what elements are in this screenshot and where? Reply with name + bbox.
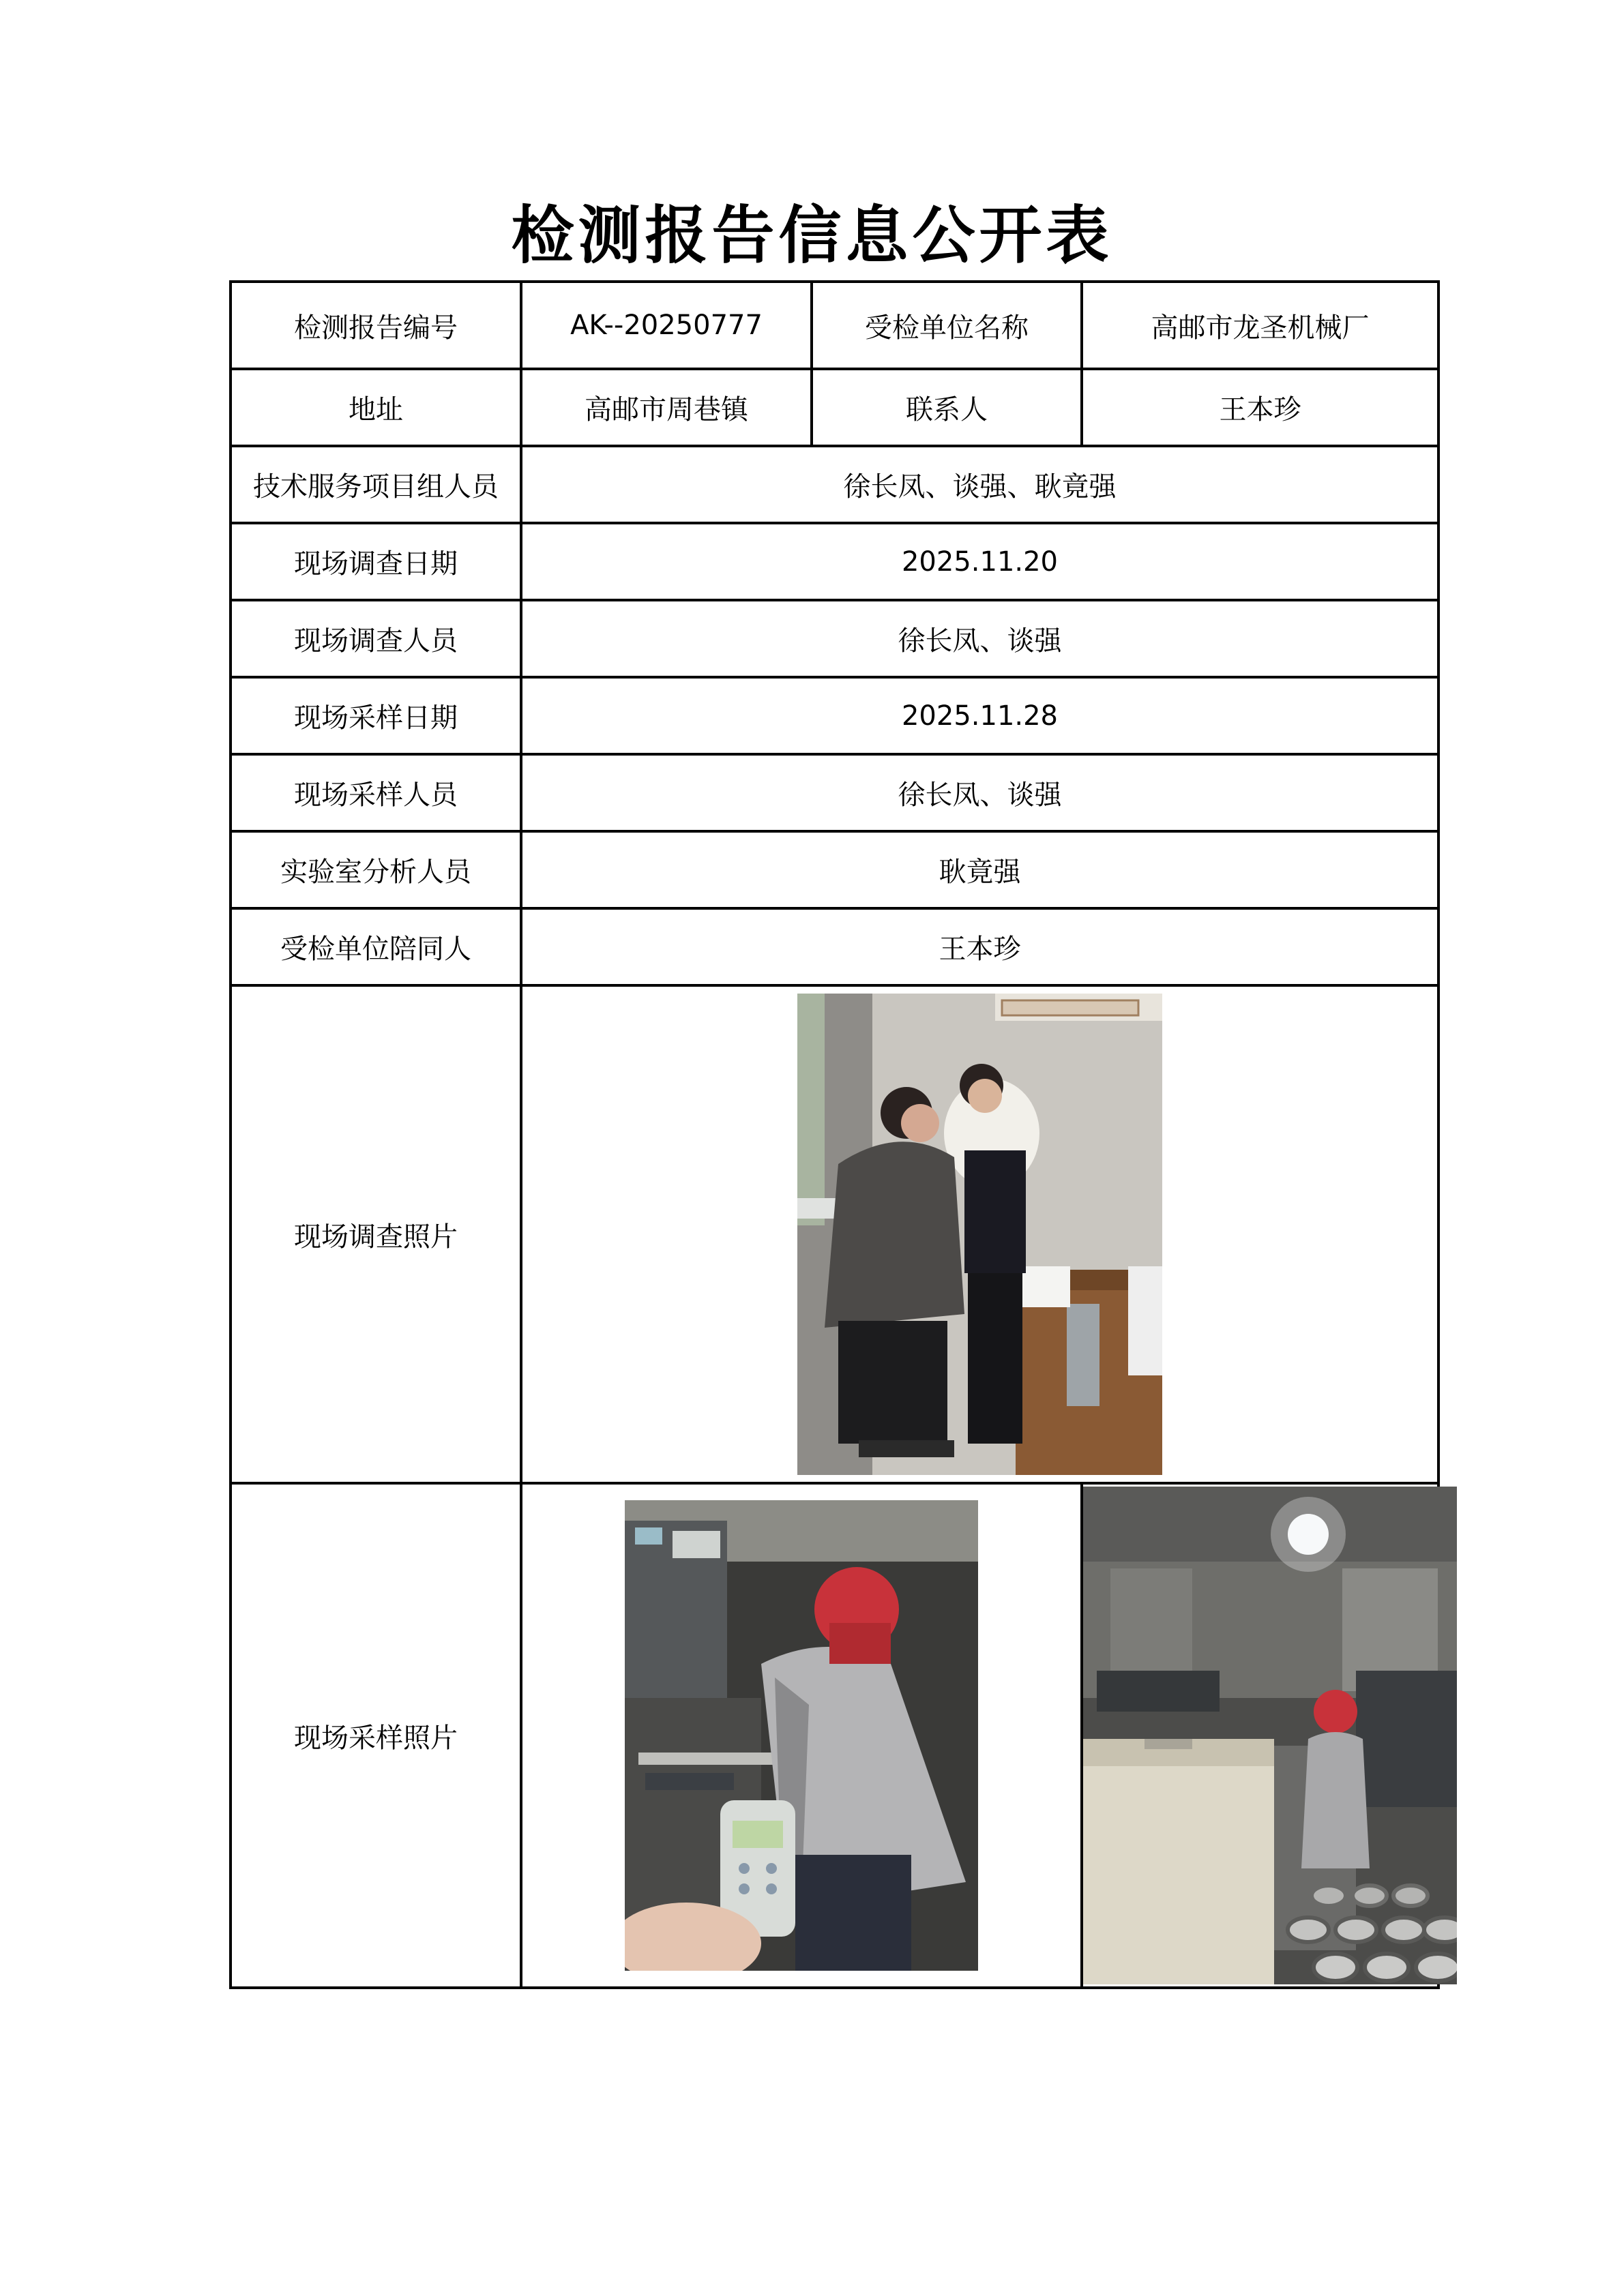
sampling-staff-label: 现场采样人员 [231,754,521,831]
table-row [231,369,1438,446]
table-row [231,600,1438,677]
sampling-photo-label: 现场采样照片 [231,1483,521,1988]
sampling-date-label: 现场采样日期 [231,677,521,754]
contact-value: 王本珍 [1082,369,1438,446]
table-row [231,831,1438,908]
table-row [231,282,1438,369]
table-row [231,677,1438,754]
lab-staff-value: 耿竟强 [521,831,1438,908]
report-no-label: 检测报告编号 [231,282,521,369]
page-title: 检测报告信息公开表 [511,198,1113,272]
unit-name-label: 受检单位名称 [812,282,1082,369]
team-label: 技术服务项目组人员 [231,446,521,523]
sampling-photo-cell-2 [1082,1483,1438,1988]
escort-value: 王本珍 [521,908,1438,985]
table-row [231,754,1438,831]
report-table [229,280,1440,1989]
sampling-staff-value: 徐长凤、谈强 [521,754,1438,831]
address-value: 高邮市周巷镇 [521,369,812,446]
table-row [231,523,1438,600]
survey-photo-label: 现场调查照片 [231,985,521,1483]
report-no-value: AK--20250777 [521,282,812,369]
table-row [231,985,1438,1483]
table-row [231,446,1438,523]
contact-label: 联系人 [812,369,1082,446]
sampling-photo-cell-1 [521,1483,1082,1988]
survey-photo [797,994,1162,1475]
sampling-photo-left [625,1500,978,1971]
address-label: 地址 [231,369,521,446]
survey-date-value: 2025.11.20 [521,523,1438,600]
sampling-photo-right [1083,1487,1457,1984]
table-row [231,1483,1438,1988]
survey-date-label: 现场调查日期 [231,523,521,600]
survey-photo-cell [521,985,1438,1483]
team-value: 徐长凤、谈强、耿竟强 [521,446,1438,523]
table-row [231,908,1438,985]
lab-staff-label: 实验室分析人员 [231,831,521,908]
unit-name-value: 高邮市龙圣机械厂 [1082,282,1438,369]
survey-staff-label: 现场调查人员 [231,600,521,677]
sampling-date-value: 2025.11.28 [521,677,1438,754]
escort-label: 受检单位陪同人 [231,908,521,985]
survey-staff-value: 徐长凤、谈强 [521,600,1438,677]
